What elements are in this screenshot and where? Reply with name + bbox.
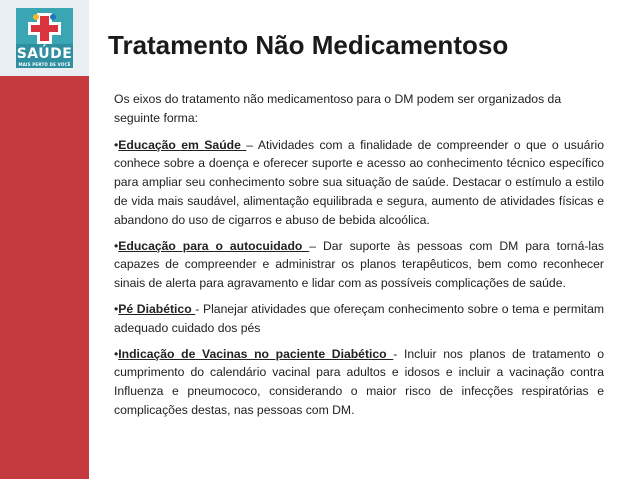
item-term: Educação para o autocuidado: [118, 238, 310, 253]
list-item: [114, 300, 604, 338]
bullet: •: [114, 137, 119, 152]
bullet: •: [114, 346, 119, 361]
item-term: Indicação de Vacinas no paciente Diabético: [118, 346, 394, 361]
item-text: - Planejar atividades que ofereçam conhecimento sobre o tema e permitam adequado cuidado dos pés: [114, 301, 604, 335]
bullet: •: [114, 238, 119, 253]
item-text: - Incluir nos planos de tratamento o cumprimento do calendário vacinal para adultos e idosos e incluir a vacinação contra Influenza e pneumococo, considerando o maior risco de infecções respiratórias e complicações destas, nas pessoas com DM.: [114, 346, 604, 417]
logo-tagline: MAIS PERTO DE VOCÊ: [18, 62, 71, 67]
intro-text: Os eixos do tratamento não medicamentoso para o DM podem ser organizados da seguinte forma:: [114, 92, 562, 125]
list-item: [114, 136, 604, 230]
list-item: [114, 345, 604, 420]
saude-logo: [12, 4, 77, 70]
list-item: [114, 237, 604, 293]
bullet: •: [114, 301, 119, 316]
item-term: Educação em Saúde: [118, 137, 247, 152]
logo-panel: [0, 0, 89, 76]
item-term: Pé Diabético: [118, 301, 196, 316]
item-text: – Atividades com a finalidade de compreender o que o usuário conhece sobre a doença e oferecer suporte e acesso ao conhecimento técnico específico para ampliar seu conhecimento sobre sua situação de saúde. Destacar o estímulo a estilo de vida mais saudável, alimentação equilibrada e segura, aumento de atividades físicas e abandono do uso de cigarros e abuso de bebida alcoólica.: [114, 137, 604, 227]
item-text: – Dar suporte às pessoas com DM para torná-las capazes de compreender e administrar os planos terapêuticos, bem como reconhecer sinais de alerta para agravamento e lidar com as possíveis complicações de saúde.: [114, 238, 604, 291]
content-body: [114, 90, 604, 427]
page-title: Tratamento Não Medicamentoso: [108, 30, 509, 60]
logo-name: SAÚDE: [16, 46, 73, 62]
